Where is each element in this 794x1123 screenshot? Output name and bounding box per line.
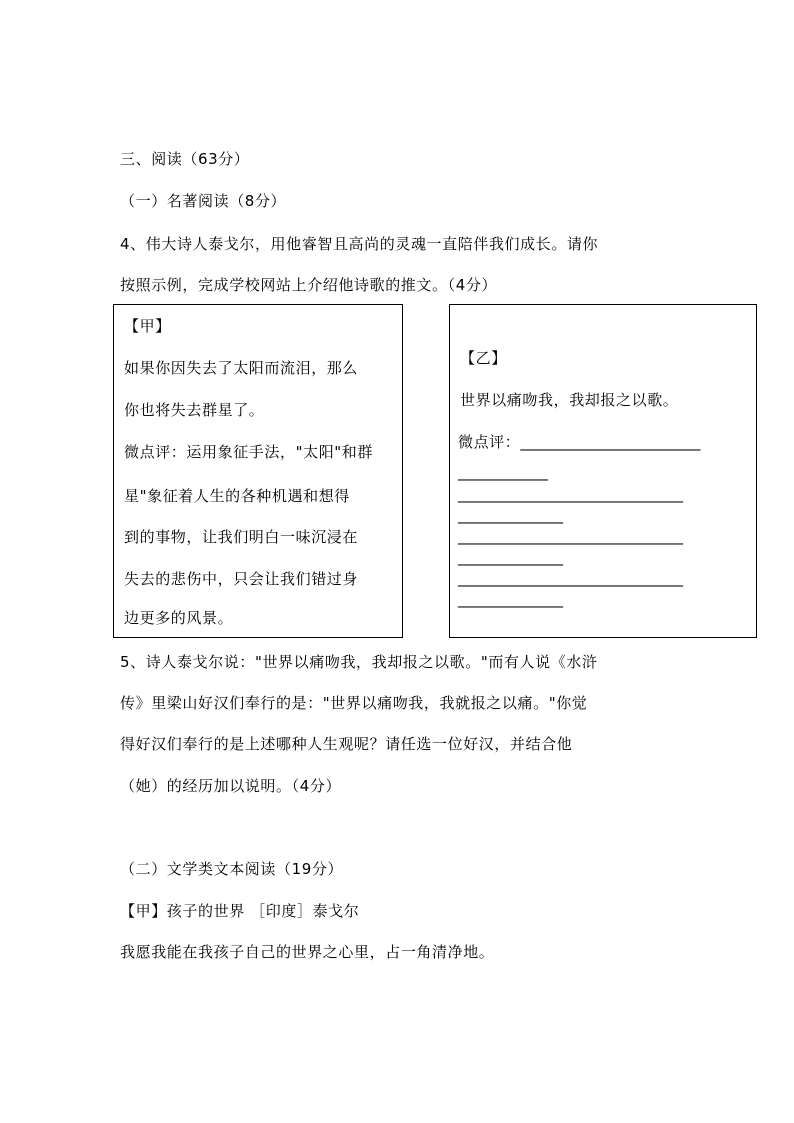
box-jia-line: 微点评：运用象征手法，"太阳"和群 xyxy=(124,443,374,461)
answer-blank[interactable]: ______________________________ xyxy=(458,527,683,545)
box-yi-verse: 世界以痛吻我，我却报之以歌。 xyxy=(460,391,679,409)
box-yi-comment-label: 微点评： xyxy=(458,433,521,451)
subsection-title-classics: （一）名著阅读（8分） xyxy=(120,192,287,210)
question-4-line: 4、伟大诗人泰戈尔，用他睿智且高尚的灵魂一直陪伴我们成长。请你 xyxy=(120,235,599,253)
box-yi xyxy=(449,304,757,638)
question-5-line: （她）的经历加以说明。（4分） xyxy=(120,777,342,795)
box-jia-line: 如果你因失去了太阳而流泪，那么 xyxy=(124,359,359,377)
answer-blank[interactable]: ______________ xyxy=(458,548,563,566)
box-jia-line: 你也将失去群星了。 xyxy=(124,401,265,419)
box-jia-line: 边更多的风景。 xyxy=(124,609,234,627)
answer-blank[interactable]: ______________ xyxy=(458,506,563,524)
question-5-line: 传》里梁山好汉们奉行的是："世界以痛吻我，我就报之以痛。"你觉 xyxy=(120,694,588,712)
box-jia xyxy=(113,304,403,638)
box-jia-line: 到的事物，让我们明白一味沉浸在 xyxy=(124,528,359,546)
box-jia-heading: 【甲】 xyxy=(124,317,171,335)
answer-blank[interactable]: ______________ xyxy=(458,590,563,608)
section-title: 三、阅读（63分） xyxy=(120,150,250,168)
passage-title: 【甲】孩子的世界 ［印度］泰戈尔 xyxy=(120,902,360,920)
box-jia-line: 失去的悲伤中，只会让我们错过身 xyxy=(124,570,359,588)
answer-blank[interactable]: ______________________________ xyxy=(458,485,683,503)
question-5-line: 得好汉们奉行的是上述哪种人生观呢？请任选一位好汉，并结合他 xyxy=(120,735,573,753)
box-yi-comment-row xyxy=(458,431,700,452)
box-yi-heading: 【乙】 xyxy=(460,349,507,367)
answer-blank[interactable]: ______________________________ xyxy=(458,569,683,587)
answer-blank[interactable]: ________________________ xyxy=(520,433,701,451)
answer-blank[interactable]: ____________ xyxy=(458,463,548,481)
subsection-title-literary: （二）文学类文本阅读（19分） xyxy=(120,860,344,878)
question-4-line: 按照示例，完成学校网站上介绍他诗歌的推文。（4分） xyxy=(120,276,498,294)
question-5-line: 5、诗人泰戈尔说："世界以痛吻我，我却报之以歌。"而有人说《水浒 xyxy=(120,653,598,671)
box-jia-line: 星"象征着人生的各种机遇和想得 xyxy=(124,487,350,505)
passage-line: 我愿我能在我孩子自己的世界之心里，占一角清净地。 xyxy=(120,943,495,961)
